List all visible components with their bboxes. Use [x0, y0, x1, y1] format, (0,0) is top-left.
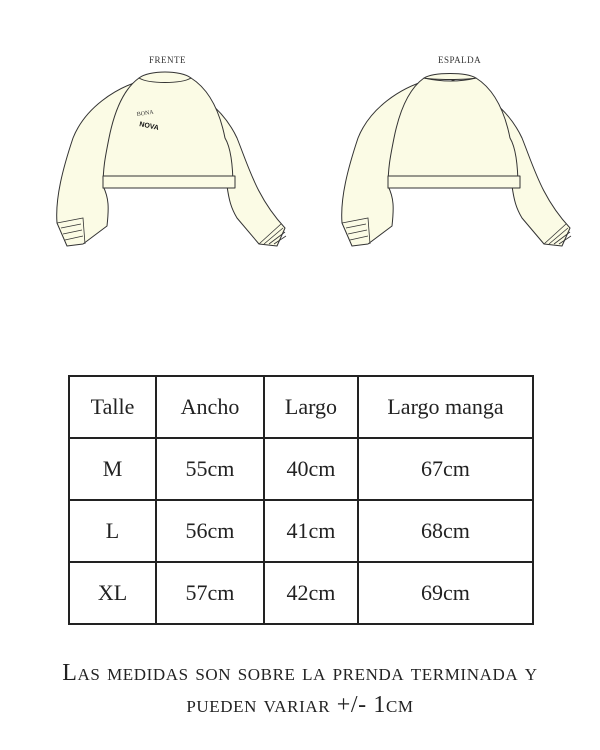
cell-ancho: 55cm	[156, 438, 264, 500]
front-view-label: FRENTE	[149, 55, 187, 65]
cell-size: L	[69, 500, 156, 562]
back-sweatshirt-illustration	[330, 68, 590, 253]
cell-size: XL	[69, 562, 156, 624]
measurement-note-line-2: pueden variar +/- 1cm	[186, 692, 414, 718]
header-talle: Talle	[69, 376, 156, 438]
back-view-label: ESPALDA	[438, 55, 482, 65]
table-header-row	[69, 376, 533, 438]
cell-largo-manga: 67cm	[358, 438, 533, 500]
cell-ancho: 56cm	[156, 500, 264, 562]
cell-largo: 41cm	[264, 500, 358, 562]
svg-text:NOVA: NOVA	[138, 121, 160, 133]
header-ancho: Ancho	[156, 376, 264, 438]
cell-largo: 42cm	[264, 562, 358, 624]
cell-largo: 40cm	[264, 438, 358, 500]
cell-ancho: 57cm	[156, 562, 264, 624]
cell-largo-manga: 68cm	[358, 500, 533, 562]
cell-largo-manga: 69cm	[358, 562, 533, 624]
table-row	[69, 562, 533, 624]
size-chart-table	[68, 375, 534, 625]
table-row	[69, 438, 533, 500]
front-sweatshirt-illustration	[45, 68, 305, 253]
table-row	[69, 500, 533, 562]
header-largo: Largo	[264, 376, 358, 438]
svg-text:BONA: BONA	[136, 109, 155, 118]
cell-size: M	[69, 438, 156, 500]
measurement-note-line-1: Las medidas son sobre la prenda terminada y	[62, 660, 538, 686]
header-largo-manga: Largo manga	[358, 376, 533, 438]
